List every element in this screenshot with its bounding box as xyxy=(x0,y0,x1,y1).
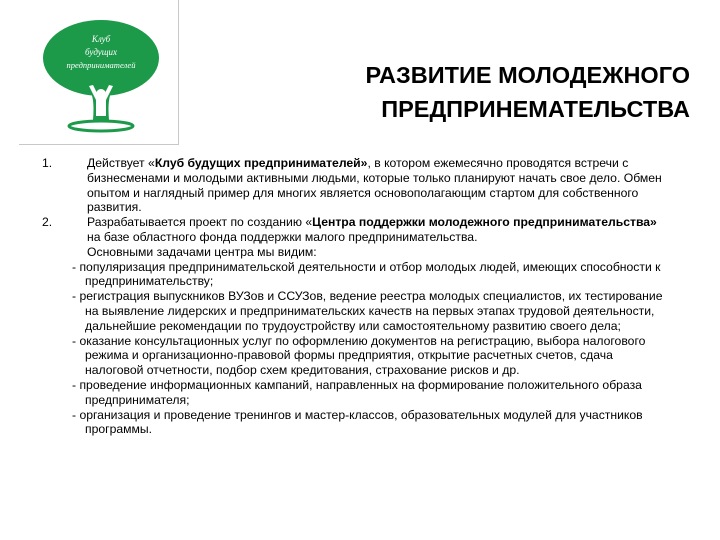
logo-text-line1: Клуб xyxy=(91,34,111,44)
task-item: - организация и проведение тренингов и мастер-классов, образовательных модулей для участников программы. xyxy=(72,407,643,437)
logo-text-line3: предпринимателей xyxy=(66,60,136,70)
list-number: 2. xyxy=(42,215,53,230)
item-text-pre: Разрабатывается проект по созданию « xyxy=(87,215,313,230)
title-line-2: ПРЕДПРИНЕМАТЕЛЬСТВА xyxy=(381,96,690,122)
list-item-2 xyxy=(42,215,664,245)
club-tree-logo xyxy=(39,10,164,135)
slide-title xyxy=(190,58,690,126)
item-text-bold: Центра поддержки молодежного предпринимательства» xyxy=(312,215,657,230)
task-item: - популяризация предпринимательской деятельности и отбор молодых людей, имеющих способности к предпринимательству; xyxy=(72,259,661,289)
task-item: - проведение информационных кампаний, направленных на формирование положительного образа предпринимателя; xyxy=(72,377,642,407)
item-text-post: , в котором ежемесячно проводятся встречи с бизнесменами и молодыми активными людьми, которые только планируют начать свое дело. Обмен опытом и наглядный пример для многих является основополагающим стартом для собственного развития. xyxy=(87,156,662,215)
item-text-pre: Действует « xyxy=(87,156,155,170)
tasks-intro: Основными задачами центра мы видим: xyxy=(87,244,317,259)
slide-body xyxy=(42,156,664,437)
logo-panel xyxy=(19,0,179,145)
task-item: - оказание консультационных услуг по оформлению документов на регистрацию, выбора налогового режима и организационно-правовой формы предприятия, открытие расчетных счетов, сдача налоговой отчетности, подбор схем кредитования, страхование рисков и др. xyxy=(72,333,646,378)
title-line-1: РАЗВИТИЕ МОЛОДЕЖНОГО xyxy=(365,62,690,88)
list-item-1 xyxy=(42,156,664,215)
item-text-bold: Клуб будущих предпринимателей» xyxy=(154,156,368,170)
task-item: - регистрация выпускников ВУЗов и ССУЗов, ведение реестра молодых специалистов, их тестирование на выявление лидерских и предпринимательских качеств на первых этапах трудовой деятельности, дальнейшие рекомендации по трудоустройству или самостоятельному развитию своего дела; xyxy=(72,289,663,333)
logo-text-line2: будущих xyxy=(84,47,118,57)
item-text-post: на базе областного фонда поддержки малого предпринимательства. xyxy=(87,229,478,244)
list-number: 1. xyxy=(42,156,53,170)
